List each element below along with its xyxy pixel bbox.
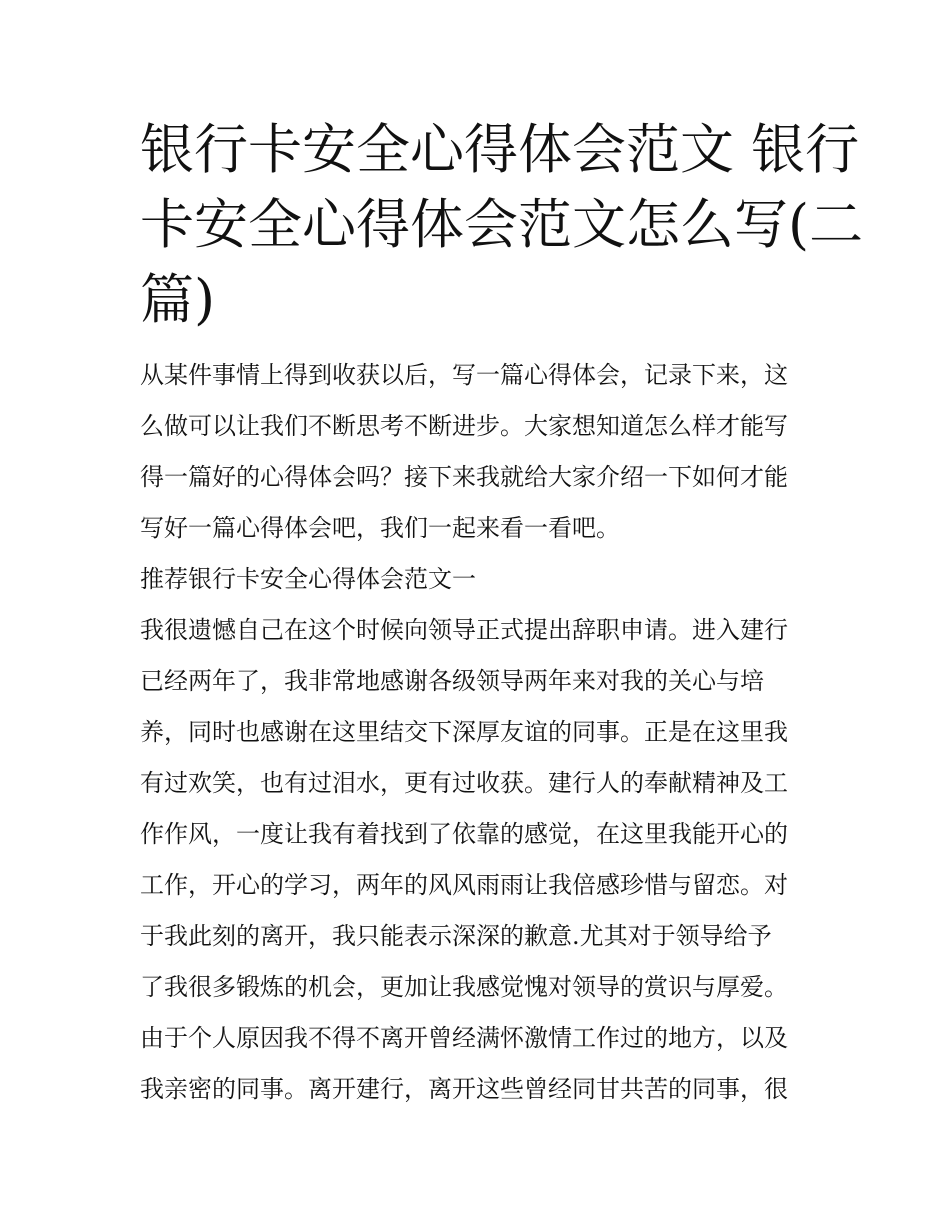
- body-line: 作作风，一度让我有着找到了依靠的感觉，在这里我能开心的: [140, 820, 788, 848]
- body-line: 了我很多锻炼的机会，更加让我感觉愧对领导的赏识与厚爱。: [140, 973, 788, 1001]
- body-line: 写好一篇心得体会吧，我们一起来看一看吧。: [140, 514, 620, 542]
- body-line: 有过欢笑，也有过泪水，更有过收获。建行人的奉献精神及工: [140, 769, 788, 797]
- body-line: 我很遗憾自己在这个时候向领导正式提出辞职申请。进入建行: [140, 616, 788, 644]
- body-line: 养，同时也感谢在这里结交下深厚友谊的同事。正是在这里我: [140, 718, 788, 746]
- document-body: [140, 350, 820, 1115]
- body-line: 由于个人原因我不得不离开曾经满怀激情工作过的地方，以及: [140, 1024, 788, 1052]
- body-line: 得一篇好的心得体会吗？接下来我就给大家介绍一下如何才能: [140, 463, 788, 491]
- document-title: [140, 112, 864, 337]
- body-line: 已经两年了，我非常地感谢各级领导两年来对我的关心与培: [140, 667, 764, 695]
- body-line: 于我此刻的离开，我只能表示深深的歉意.尤其对于领导给予: [140, 922, 772, 950]
- title-line: 银行卡安全心得体会范文 银行: [140, 118, 860, 181]
- body-line: 工作，开心的学习，两年的风风雨雨让我倍感珍惜与留恋。对: [140, 871, 788, 899]
- section-heading: 推荐银行卡安全心得体会范文一: [140, 565, 476, 593]
- title-line: 篇): [140, 268, 216, 331]
- title-line: 卡安全心得体会范文怎么写(二: [140, 193, 864, 256]
- body-line: 我亲密的同事。离开建行，离开这些曾经同甘共苦的同事，很: [140, 1075, 788, 1103]
- body-line: 从某件事情上得到收获以后，写一篇心得体会，记录下来，这: [140, 361, 788, 389]
- body-line: 么做可以让我们不断思考不断进步。大家想知道怎么样才能写: [140, 412, 788, 440]
